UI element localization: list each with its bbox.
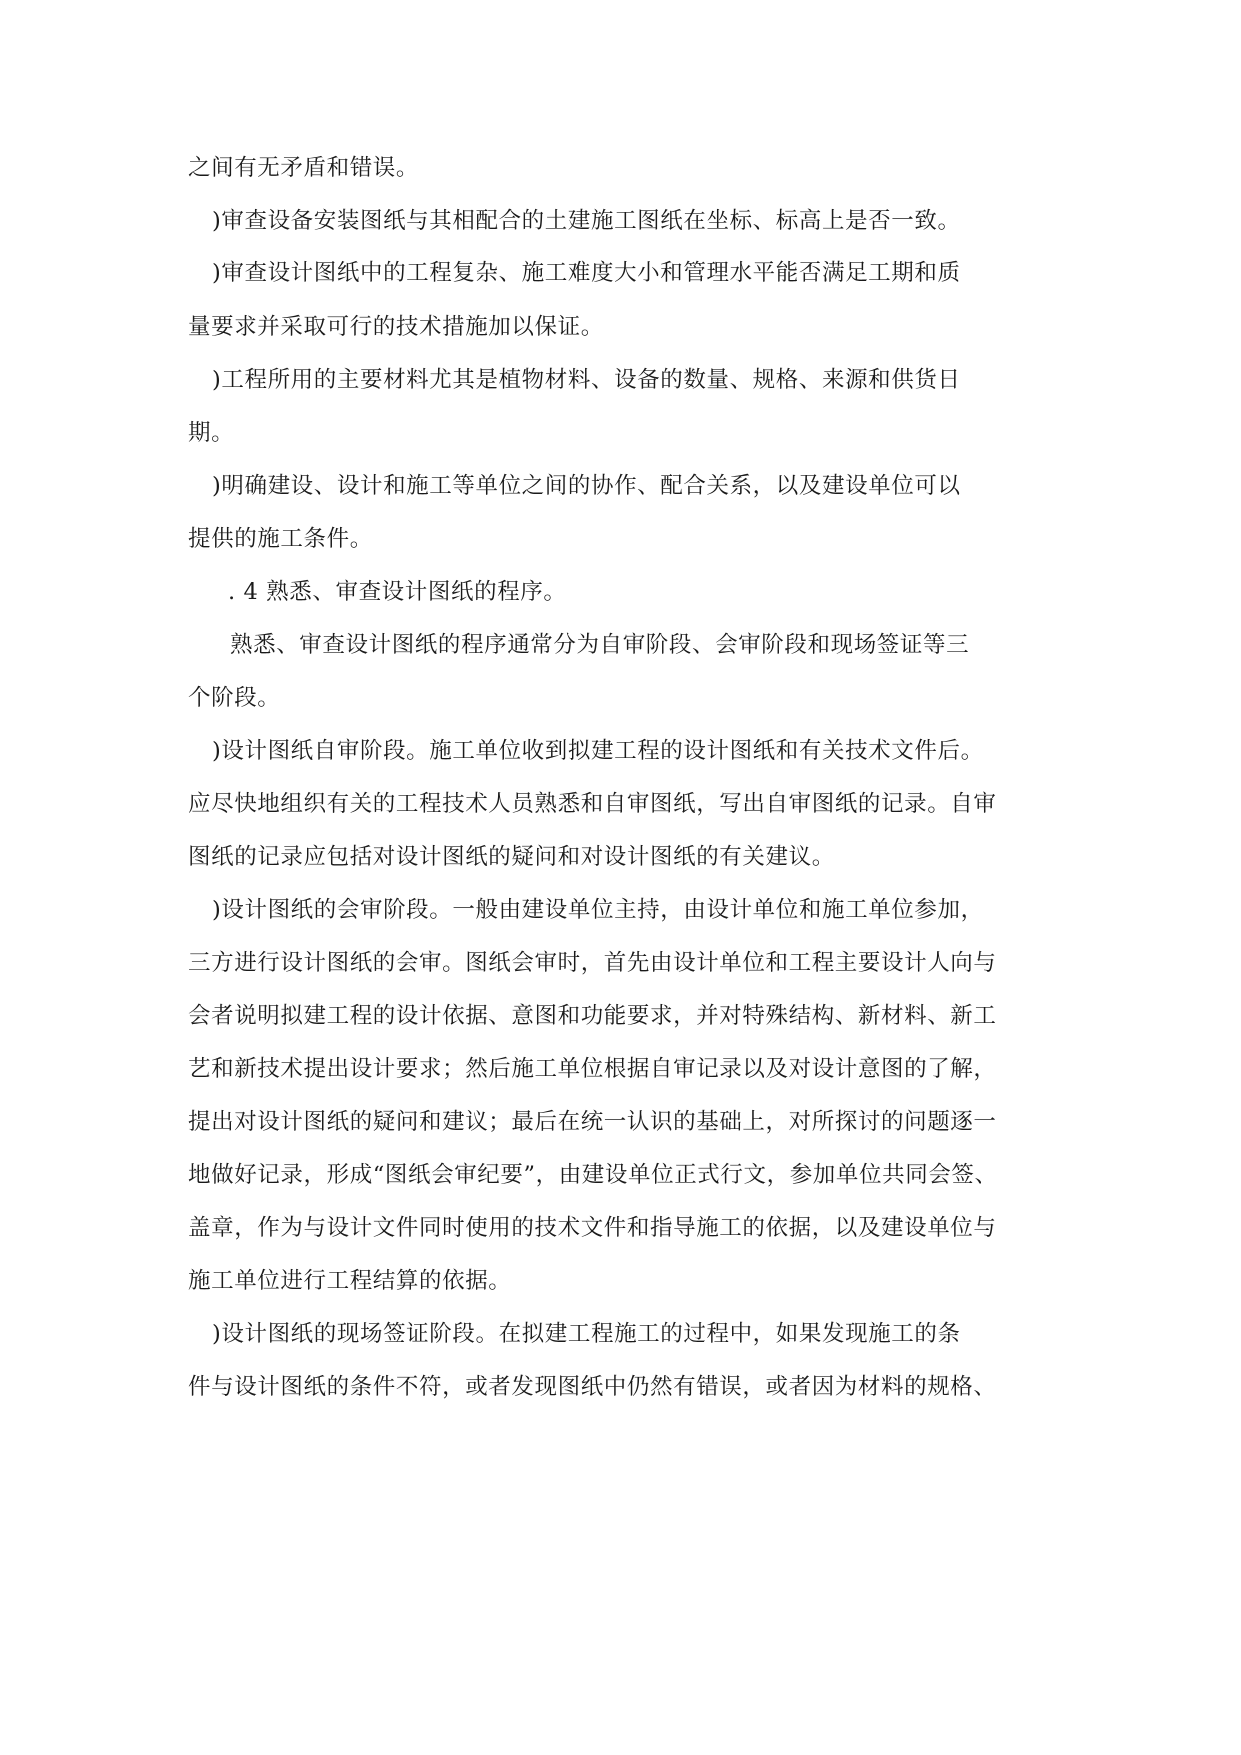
text-line: 艺和新技术提出设计要求；然后施工单位根据自审记录以及对设计意图的了解，: [188, 1056, 997, 1082]
text-line: 提供的施工条件。: [188, 526, 373, 552]
text-line: 三方进行设计图纸的会审。图纸会审时，首先由设计单位和工程主要设计人向与: [188, 950, 997, 976]
text-line: )审查设备安装图纸与其相配合的土建施工图纸在坐标、标高上是否一致。: [212, 208, 961, 234]
text-line: 期。: [188, 420, 235, 446]
text-line: 个阶段。: [188, 685, 281, 711]
text-line: )工程所用的主要材料尤其是植物材料、设备的数量、规格、来源和供货日: [212, 367, 961, 393]
text-line: 地做好记录，形成“图纸会审纪要”，由建设单位正式行文，参加单位共同会签、: [188, 1162, 998, 1188]
text-line: 量要求并采取可行的技术措施加以保证。: [188, 314, 604, 340]
text-line: 施工单位进行工程结算的依据。: [188, 1268, 512, 1294]
text-line: )设计图纸自审阶段。施工单位收到拟建工程的设计图纸和有关技术文件后。: [212, 738, 984, 764]
text-line: 会者说明拟建工程的设计依据、意图和功能要求，并对特殊结构、新材料、新工: [188, 1003, 997, 1029]
text-line: 熟悉、审查设计图纸的程序通常分为自审阶段、会审阶段和现场签证等三: [230, 632, 970, 658]
text-line: )设计图纸的会审阶段。一般由建设单位主持，由设计单位和施工单位参加，: [212, 897, 984, 923]
text-line: )明确建设、设计和施工等单位之间的协作、配合关系，以及建设单位可以: [212, 473, 961, 499]
text-line: 盖章，作为与设计文件同时使用的技术文件和指导施工的依据，以及建设单位与: [188, 1215, 997, 1241]
text-line: 应尽快地组织有关的工程技术人员熟悉和自审图纸，写出自审图纸的记录。自审: [188, 791, 997, 817]
text-line: 提出对设计图纸的疑问和建议；最后在统一认识的基础上，对所探讨的问题逐一: [188, 1109, 997, 1135]
text-line: )设计图纸的现场签证阶段。在拟建工程施工的过程中，如果发现施工的条: [212, 1321, 961, 1347]
text-line: 之间有无矛盾和错误。: [188, 155, 420, 181]
text-line: )审查设计图纸中的工程复杂、施工难度大小和管理水平能否满足工期和质: [212, 260, 961, 286]
text-line: 件与设计图纸的条件不符，或者发现图纸中仍然有错误，或者因为材料的规格、: [188, 1374, 997, 1400]
text-line: 图纸的记录应包括对设计图纸的疑问和对设计图纸的有关建议。: [188, 844, 835, 870]
section-heading: . 4 熟悉、审查设计图纸的程序。: [228, 579, 567, 605]
